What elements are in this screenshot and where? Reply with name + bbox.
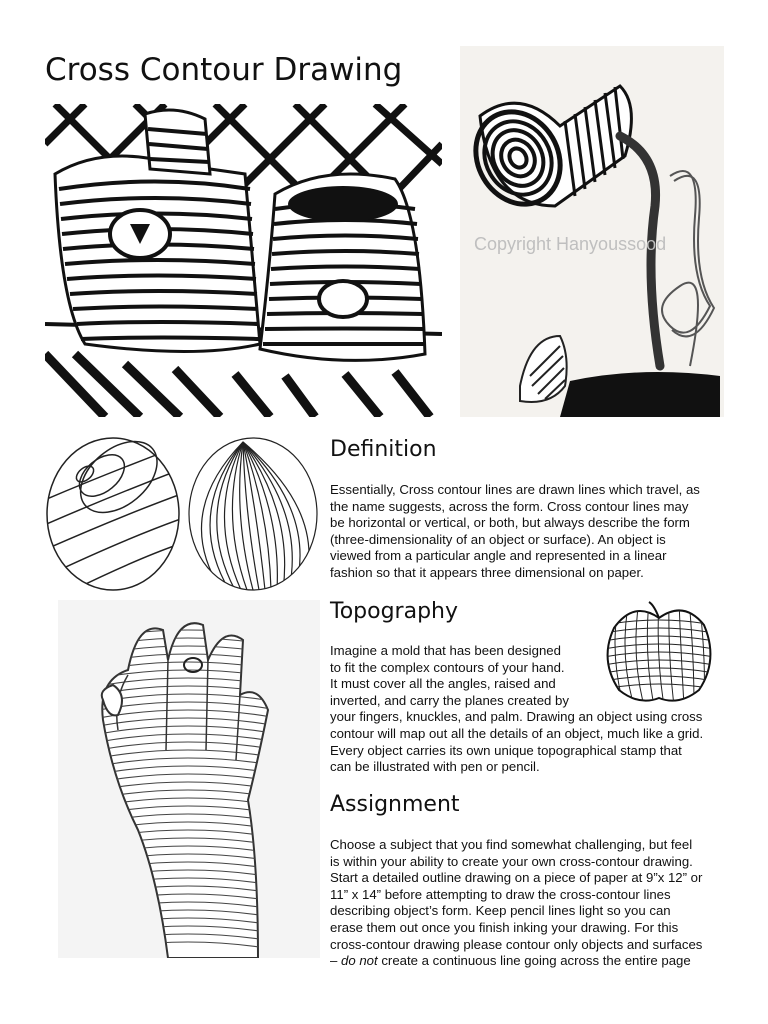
text-line: can be illustrated with pen or pencil. <box>330 759 540 775</box>
text-line: viewed from a particular angle and represented in a linear <box>330 548 667 564</box>
definition-heading: Definition <box>330 437 437 462</box>
text-line: cross-contour drawing please contour only objects and surfaces <box>330 936 703 952</box>
topography-text <box>330 643 730 776</box>
image-watermark: Copyright Hanyoussood <box>474 234 667 254</box>
emphasis-text: do not <box>341 953 378 969</box>
definition-text <box>330 482 730 582</box>
text-line-suffix: create a continuous line going across the entire page <box>377 953 691 969</box>
text-line <box>330 953 740 970</box>
text-line: fashion so that it appears three dimensional on paper. <box>330 564 644 580</box>
text-line: erase them out once you finish inking your drawing. For this <box>330 919 679 935</box>
text-line: the name suggests, across the form. Cross contour lines may <box>330 498 689 514</box>
text-line: It must cover all the angles, raised and <box>330 676 556 692</box>
sphere-contour-diagram <box>45 434 320 594</box>
text-line: be horizontal or vertical, or both, but always describe the form <box>330 515 690 531</box>
text-line: Imagine a mold that has been designed <box>330 643 561 658</box>
text-line: contour will map out all the details of an object, much like a grid. <box>330 725 704 741</box>
text-line: is within your ability to create your own cross-contour drawing. <box>330 853 693 869</box>
text-line: (three-dimensionality of an object or surface). An object is <box>330 531 666 547</box>
text-line: 11” x 14” before attempting to draw the cross-contour lines <box>330 886 671 902</box>
text-line: Start a detailed outline drawing on a piece of paper at 9”x 12” or <box>330 870 703 886</box>
shoes-cross-contour-image <box>45 104 442 417</box>
text-line: Every object carries its own unique topographical stamp that <box>330 742 682 758</box>
hand-cross-contour-image <box>58 600 320 958</box>
topography-heading: Topography <box>330 599 459 624</box>
text-line: inverted, and carry the planes created by <box>330 692 569 708</box>
page-title: Cross Contour Drawing <box>45 52 403 88</box>
text-line: Choose a subject that you find somewhat challenging, but feel <box>330 837 693 852</box>
text-line: to fit the complex contours of your hand. <box>330 659 565 675</box>
assignment-text <box>330 837 740 970</box>
lamp-cross-contour-image <box>460 46 724 417</box>
text-line: your fingers, knuckles, and palm. Drawing an object using cross <box>330 709 703 725</box>
assignment-heading: Assignment <box>330 792 460 817</box>
dash-prefix: – <box>330 953 341 969</box>
text-line: describing object’s form. Keep pencil lines light so you can <box>330 903 671 919</box>
text-line: Essentially, Cross contour lines are drawn lines which travel, as <box>330 482 700 497</box>
